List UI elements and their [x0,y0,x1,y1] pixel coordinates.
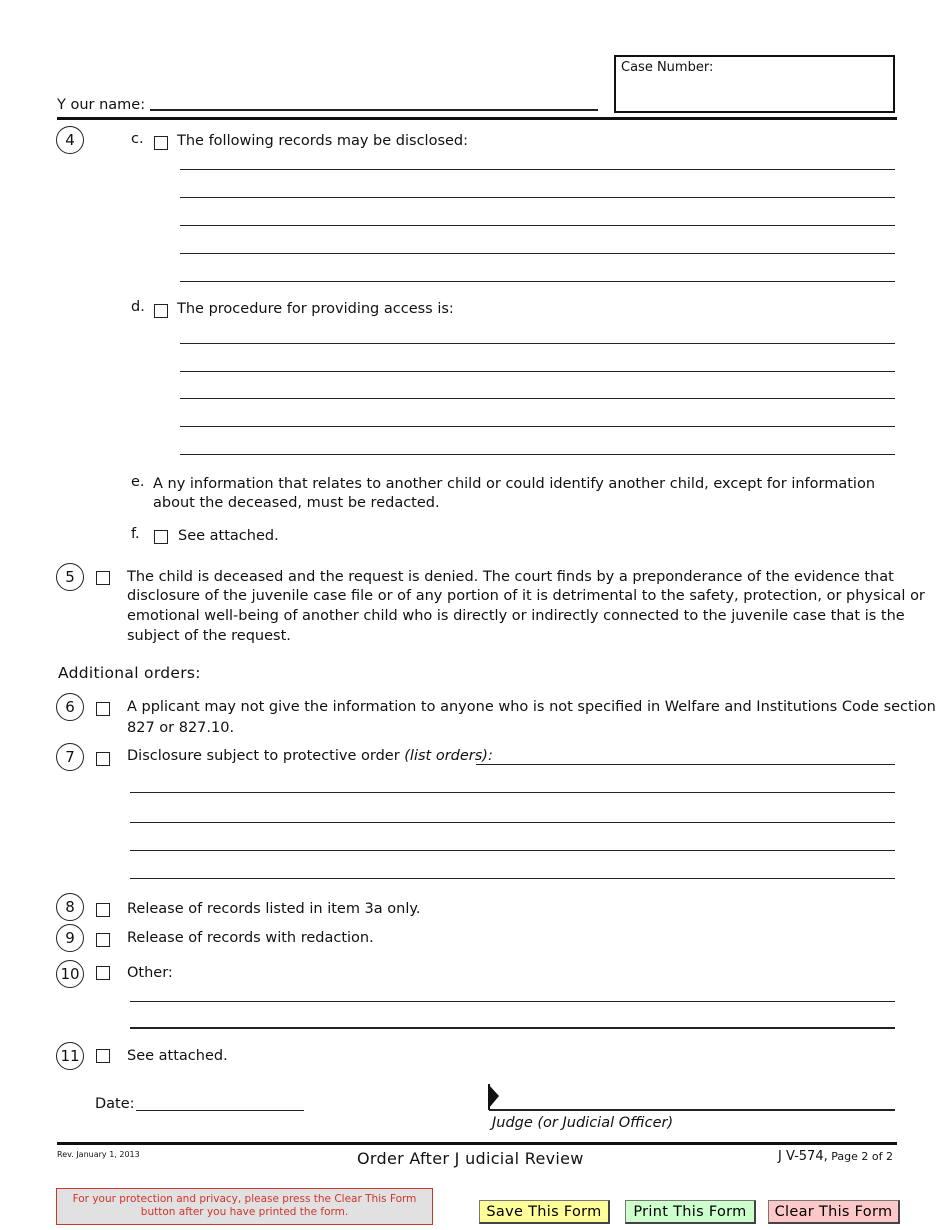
item-4f-text: See attached. [178,528,279,544]
case-number-label: Case Number: [621,60,714,75]
item-5-text-line-3: emotional well-being of another child who is directly or indirectly connected to the juvenile case that is the [127,608,905,624]
judge-label: Judge (or Judicial Officer) [492,1115,674,1131]
item-6-checkbox[interactable] [96,702,110,716]
case-number-box[interactable] [614,55,895,113]
privacy-notice-line-1: For your protection and privacy, please press the Clear This Form [72,1193,417,1205]
your-name-field[interactable] [150,109,598,111]
your-name-label: Y our name: [57,97,146,113]
item-11-text: See attached. [127,1048,228,1064]
item-8-checkbox[interactable] [96,903,110,917]
item-7-line-2[interactable] [130,822,895,823]
privacy-notice [56,1188,433,1225]
item-5-text-line-4: subject of the request. [127,628,291,644]
item-4d-line-1[interactable] [180,343,895,344]
item-8-text: Release of records listed in item 3a only. [127,901,421,917]
item-4c-line-4[interactable] [180,253,895,254]
item-10-number: 10 [56,960,84,988]
additional-orders-heading: Additional orders: [58,664,201,682]
item-10-line-1[interactable] [130,1001,895,1002]
item-4e-letter: e. [131,474,145,490]
item-4c-text: The following records may be disclosed: [177,133,469,149]
item-4f-letter: f. [131,526,140,542]
item-4d-text: The procedure for providing access is: [177,301,454,317]
item-10-text: Other: [127,965,173,981]
item-4-number: 4 [56,126,84,154]
item-6-number: 6 [56,693,84,721]
item-7-number: 7 [56,743,84,771]
item-7-line-0[interactable] [476,764,895,765]
save-form-button[interactable]: Save This Form [479,1200,610,1224]
item-4d-line-3[interactable] [180,398,895,399]
item-5-text-line-2: disclosure of the juvenile case file or of any portion of it is detrimental to the safety, protection, or physical or [127,588,925,604]
date-label: Date: [95,1096,135,1112]
item-4f-checkbox[interactable] [154,530,168,544]
item-4d-line-4[interactable] [180,426,895,427]
item-4d-line-2[interactable] [180,371,895,372]
form-title: Order After J udicial Review [357,1149,584,1168]
item-4e-text-line-1: A ny information that relates to another child or could identify another child, except for information [153,476,876,492]
item-7-label: Disclosure subject to protective order [127,748,405,764]
page-number: Page 2 of 2 [827,1150,893,1163]
item-4c-line-5[interactable] [180,281,895,282]
item-5-checkbox[interactable] [96,571,110,585]
item-4d-line-5[interactable] [180,454,895,455]
date-field[interactable] [136,1110,304,1111]
item-7-text [127,746,493,766]
item-5-number: 5 [56,563,84,591]
item-9-checkbox[interactable] [96,933,110,947]
item-6-text-line-2: 827 or 827.10. [127,720,235,736]
item-7-line-4[interactable] [130,878,895,879]
footer-divider [57,1142,897,1145]
item-9-text: Release of records with redaction. [127,930,374,946]
judge-signature-field[interactable] [489,1109,895,1111]
item-4d-letter: d. [131,299,145,315]
item-4c-letter: c. [131,131,144,147]
item-7-italic-note: (list orders): [404,748,493,764]
clear-form-button[interactable]: Clear This Form [768,1200,900,1224]
item-4c-checkbox[interactable] [154,136,168,150]
item-4c-line-2[interactable] [180,197,895,198]
item-4d-checkbox[interactable] [154,304,168,318]
privacy-notice-line-2: button after you have printed the form. [140,1206,349,1218]
item-4e-text-line-2: about the deceased, must be redacted. [153,495,440,511]
item-9-number: 9 [56,924,84,952]
header-divider [57,117,897,120]
item-11-checkbox[interactable] [96,1049,110,1063]
item-7-line-3[interactable] [130,850,895,851]
revision-date: Rev. January 1, 2013 [57,1150,140,1159]
item-8-number: 8 [56,893,84,921]
item-4c-line-1[interactable] [180,169,895,170]
print-form-button[interactable]: Print This Form [625,1200,756,1224]
form-id: J V-574, [778,1149,828,1164]
item-5-text-line-1: The child is deceased and the request is denied. The court finds by a preponderance of the evidence that [127,569,894,585]
item-11-number: 11 [56,1042,84,1070]
form-id-page [778,1149,893,1164]
item-4c-line-3[interactable] [180,225,895,226]
item-7-checkbox[interactable] [96,752,110,766]
item-6-text-line-1: A pplicant may not give the information to anyone who is not specified in Welfare and Institutions Code section [127,699,936,715]
item-7-line-1[interactable] [130,792,895,793]
item-10-line-2[interactable] [130,1027,895,1029]
signature-arrow-icon [488,1084,500,1110]
item-10-checkbox[interactable] [96,966,110,980]
